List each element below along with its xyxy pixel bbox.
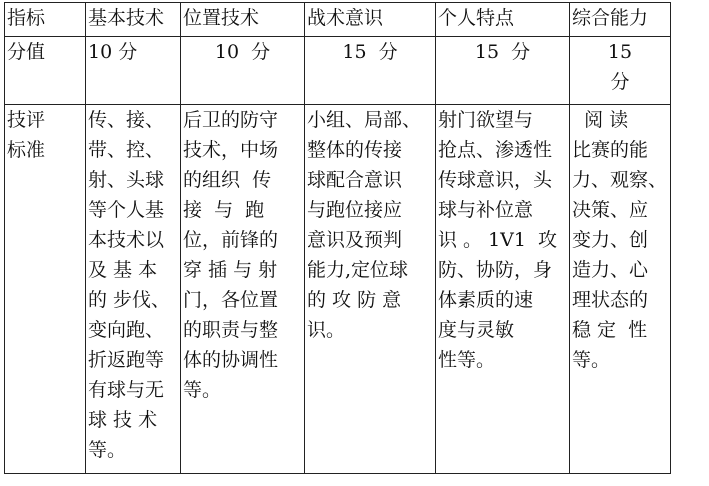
header-cell-tactical-awareness: 战术意识 — [305, 3, 436, 37]
criteria-personal-traits: 射门欲望与 抢点、渗透性 传球意识，头 球与补位意 识 。 1V1 攻 防、协防，身 体素质的速 度与灵敏 性等。 — [436, 105, 570, 474]
criteria-position-technique: 后卫的防守 技术，中场 的组织 传 接 与 跑 位，前锋的 穿 插 与 射 门，各位置 的职责与整 体的协调性 等。 — [181, 105, 305, 474]
header-cell-overall-ability: 综合能力 — [570, 3, 671, 37]
header-cell-personal-traits: 个人特点 — [436, 3, 570, 37]
score-basic-technique: 10 分 — [86, 37, 181, 105]
score-row-label: 分值 — [5, 37, 86, 105]
score-overall-ability: 15 分 — [570, 37, 671, 105]
criteria-basic-technique: 传、接、 带、控、 射、头球 等个人基 本技术以 及 基 本 的 步伐、 变向跑、 折返跑等 有球与无 球 技 术 等。 — [86, 105, 181, 474]
criteria-row — [5, 105, 671, 474]
header-cell-basic-technique: 基本技术 — [86, 3, 181, 37]
table-header-row — [5, 3, 671, 37]
score-position-technique: 10 分 — [181, 37, 305, 105]
header-cell-position-technique: 位置技术 — [181, 3, 305, 37]
criteria-overall-ability: 阅 读 比赛的能 力、观察、 决策、应 变力、创 造力、心 理状态的 稳 定 性 等。 — [570, 105, 671, 474]
score-tactical-awareness: 15 分 — [305, 37, 436, 105]
scoring-criteria-table — [4, 2, 671, 474]
criteria-row-label: 技评 标准 — [5, 105, 86, 474]
score-personal-traits: 15 分 — [436, 37, 570, 105]
score-row — [5, 37, 671, 105]
header-cell-indicator: 指标 — [5, 3, 86, 37]
criteria-tactical-awareness: 小组、局部、 整体的传接 球配合意识 与跑位接应 意识及预判 能力,定位球 的 攻 防 意 识。 — [305, 105, 436, 474]
